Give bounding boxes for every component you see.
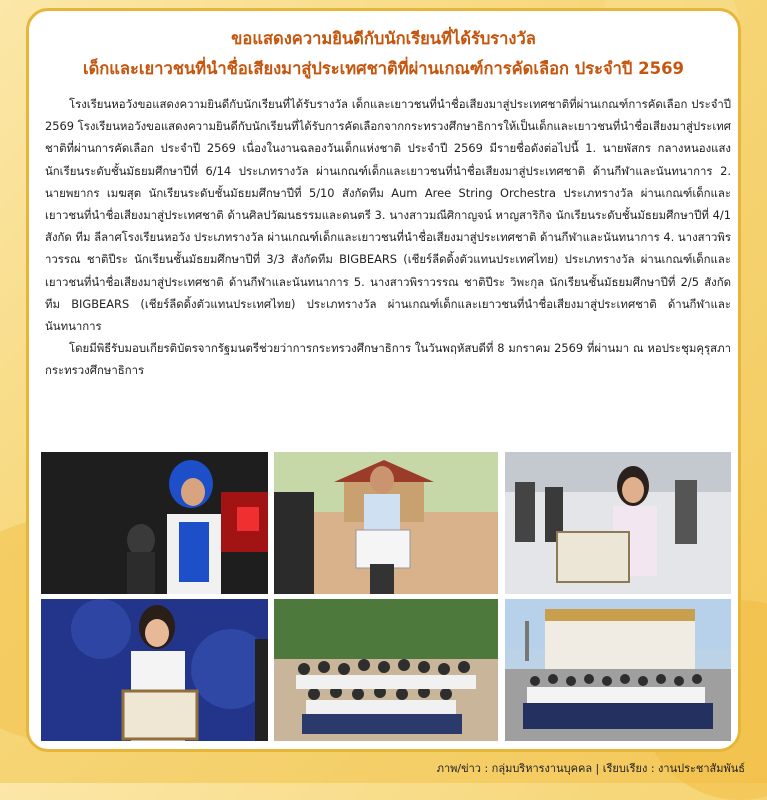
photo-student-certificate-2 xyxy=(505,452,731,594)
photo-group-building xyxy=(505,599,731,741)
title-line-1: ขอแสดงความยินดีกับนักเรียนที่ได้รับรางวัล xyxy=(231,29,536,48)
photo-illustration xyxy=(505,452,731,594)
title-line-2: เด็กและเยาวชนที่นำชื่อเสียงมาสู่ประเทศชาติที่ผ่านเกณฑ์การคัดเลือก ประจำปี 2569 xyxy=(82,59,685,78)
article-paragraph: โดยมีพิธีรับมอบเกียรติบัตรจากรัฐมนตรีช่วยว่าการกระทรวงศึกษาธิการ ในวันพฤหัสบดีที่ 8 มกราคม 2569 ที่ผ่านมา ณ หอประชุมคุรุสภา กระทรวงศึกษาธิการ xyxy=(45,341,731,378)
photo-illustration xyxy=(41,452,268,594)
photo-group-outdoor xyxy=(274,599,498,741)
photo-credit: ภาพ/ข่าว : กลุ่มบริหารงานบุคคล | เรียบเรียง : งานประชาสัมพันธ์ xyxy=(436,762,745,775)
announcement-card xyxy=(26,8,741,752)
photo-student-certificate-1 xyxy=(274,452,498,594)
article-body xyxy=(45,93,731,382)
photo-student-certificate-3 xyxy=(41,599,268,741)
photo-taekwondo-athlete xyxy=(41,452,268,594)
photo-illustration xyxy=(41,599,268,741)
photo-illustration xyxy=(274,599,498,741)
photo-illustration xyxy=(274,452,498,594)
photo-illustration xyxy=(505,599,731,741)
article-paragraph: โรงเรียนหอวังขอแสดงความยินดีกับนักเรียนที่ได้รับรางวัล เด็กและเยาวชนที่นำชื่อเสียงมาสู่ประเทศชาติที่ผ่านเกณฑ์การคัดเลือก ประจำปี 2569 โรงเรียนหอวังขอแสดงความยินดีกับนักเรียนที่ได้รับการคัดเลือกจากกระทรวงศึกษาธิการให้เป็นเด็กและเยาวชนที่นำชื่อเสียงมาสู่ประเทศชาติที่ผ่านการคัดเลือก ประจำปี 2569 เนื่องในงานฉลองวันเด็กแห่งชาติ ประจำปี 2569 มีรายชื่อดังต่อไปนี้ 1. นายพัสกร กลางหนองแสง นักเรียนระดับชั้นมัธยมศึกษาปีที่ 6/14 ประเภทรางวัล ผ่านเกณฑ์เด็กและเยาวชนที่นำชื่อเสียงมาสู่ประเทศชาติ ด้านกีฬาและนันทนาการ 2. นายพยากร เมฆสุต นักเรียนระดับชั้นมัธยมศึกษาปีที่ 5/10 สังกัดทีม Aum Aree String Orchestra ประเภทรางวัล ผ่านเกณฑ์เด็กและเยาวชนที่นำชื่อเสียงมาสู่ประเทศชาติ ด้านศิลปวัฒนธรรมและดนตรี 3. นางสาวมณีศิกาญจน์ หาญสาริกิจ นักเรียนระดับชั้นมัธยมศึกษาปีที่ 4/1 สังกัด ทีม ลีลาศโรงเรียนหอวัง ประเภทรางวัล ผ่านเกณฑ์เด็กและเยาวชนที่นำชื่อเสียงมาสู่ประเทศชาติ ด้านกีฬาและนันทนาการ 4. นางสาวพิราวรรณ ชาติปีระ นักเรียนชั้นมัธยมศึกษาปีที่ 3/3 สังกัดทีม BIGBEARS (เชียร์ลีดดิ้งตัวแทนประเทศไทย) ประเภทรางวัล ผ่านเกณฑ์เด็กและเยาวชนที่นำชื่อเสียงมาสู่ประเทศชาติ ด้านกีฬาและนันทนาการ 5. นางสาวพิราวรรณ ชาติปีระ วิพะกุล นักเรียนชั้นมัธยมศึกษาปีที่ 2/5 สังกัดทีม BIGBEARS (เชียร์ลีดดิ้งตัวแทนประเทศไทย) ประเภทรางวัล ผ่านเกณฑ์เด็กและเยาวชนที่นำชื่อเสียงมาสู่ประเทศชาติ ด้านกีฬาและนันทนาการ xyxy=(45,97,732,334)
